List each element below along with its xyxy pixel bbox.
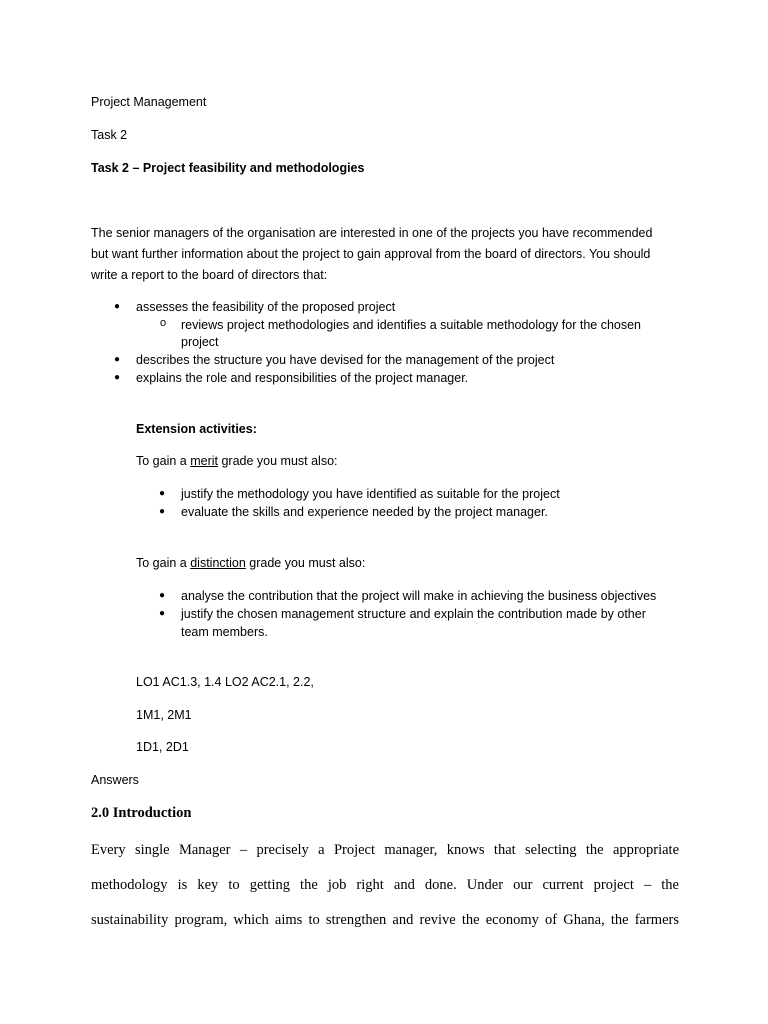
merit-suffix: grade you must also: bbox=[218, 454, 338, 468]
bullet-icon: ● bbox=[159, 590, 166, 601]
distinction-item-1: analyse the contribution that the project will make in achieving the business objectives bbox=[181, 589, 657, 603]
answer-line-2: methodology is key to getting the job right and done. Under our current project – the bbox=[91, 877, 679, 893]
bullet-icon: ● bbox=[114, 301, 121, 312]
answer-line-1: Every single Manager – precisely a Project manager, knows that selecting the appropriate bbox=[91, 842, 679, 858]
section-heading: 2.0 Introduction bbox=[91, 805, 192, 821]
distinction-suffix: grade you must also: bbox=[245, 556, 366, 570]
answers-label: Answers bbox=[91, 773, 139, 787]
intro-line-3: write a report to the board of directors that: bbox=[91, 268, 328, 282]
merit-intro bbox=[136, 455, 338, 468]
merit-prefix: To gain a bbox=[136, 454, 191, 468]
merit-word: merit bbox=[190, 454, 218, 468]
intro-line-1: The senior managers of the organisation are interested in one of the projects you have recommended bbox=[91, 226, 653, 240]
requirement-subitem-1: reviews project methodologies and identifies a suitable methodology for the chosen bbox=[181, 318, 641, 332]
criteria-line-2: 1M1, 2M1 bbox=[136, 708, 192, 722]
requirement-subitem-1-cont: project bbox=[181, 335, 219, 349]
extension-heading: Extension activities: bbox=[136, 422, 257, 436]
bullet-icon: ● bbox=[114, 372, 121, 383]
task-heading: Task 2 – Project feasibility and methodologies bbox=[91, 161, 365, 175]
merit-item-2: evaluate the skills and experience needed by the project manager. bbox=[181, 505, 548, 519]
distinction-item-2-cont: team members. bbox=[181, 625, 268, 639]
bullet-icon: ● bbox=[159, 506, 166, 517]
bullet-icon: ● bbox=[114, 354, 121, 365]
distinction-word: distinction bbox=[190, 556, 246, 570]
distinction-intro bbox=[136, 557, 365, 570]
intro-line-2: but want further information about the project to gain approval from the board of directors. You should bbox=[91, 247, 651, 261]
merit-item-1: justify the methodology you have identified as suitable for the project bbox=[181, 487, 560, 501]
criteria-line-1: LO1 AC1.3, 1.4 LO2 AC2.1, 2.2, bbox=[136, 675, 314, 689]
distinction-item-2: justify the chosen management structure and explain the contribution made by other bbox=[181, 607, 646, 621]
answer-line-3: sustainability program, which aims to strengthen and revive the economy of Ghana, the farmers bbox=[91, 912, 679, 928]
criteria-line-3: 1D1, 2D1 bbox=[136, 740, 189, 754]
circle-bullet-icon: o bbox=[160, 317, 167, 329]
requirement-item-3: explains the role and responsibilities of the project manager. bbox=[136, 371, 469, 385]
requirement-item-2: describes the structure you have devised for the management of the project bbox=[136, 353, 555, 367]
bullet-icon: ● bbox=[159, 608, 166, 619]
task-label: Task 2 bbox=[91, 128, 128, 142]
course-title: Project Management bbox=[91, 95, 207, 109]
distinction-prefix: To gain a bbox=[136, 556, 191, 570]
requirement-item-1: assesses the feasibility of the proposed project bbox=[136, 300, 396, 314]
bullet-icon: ● bbox=[159, 488, 166, 499]
